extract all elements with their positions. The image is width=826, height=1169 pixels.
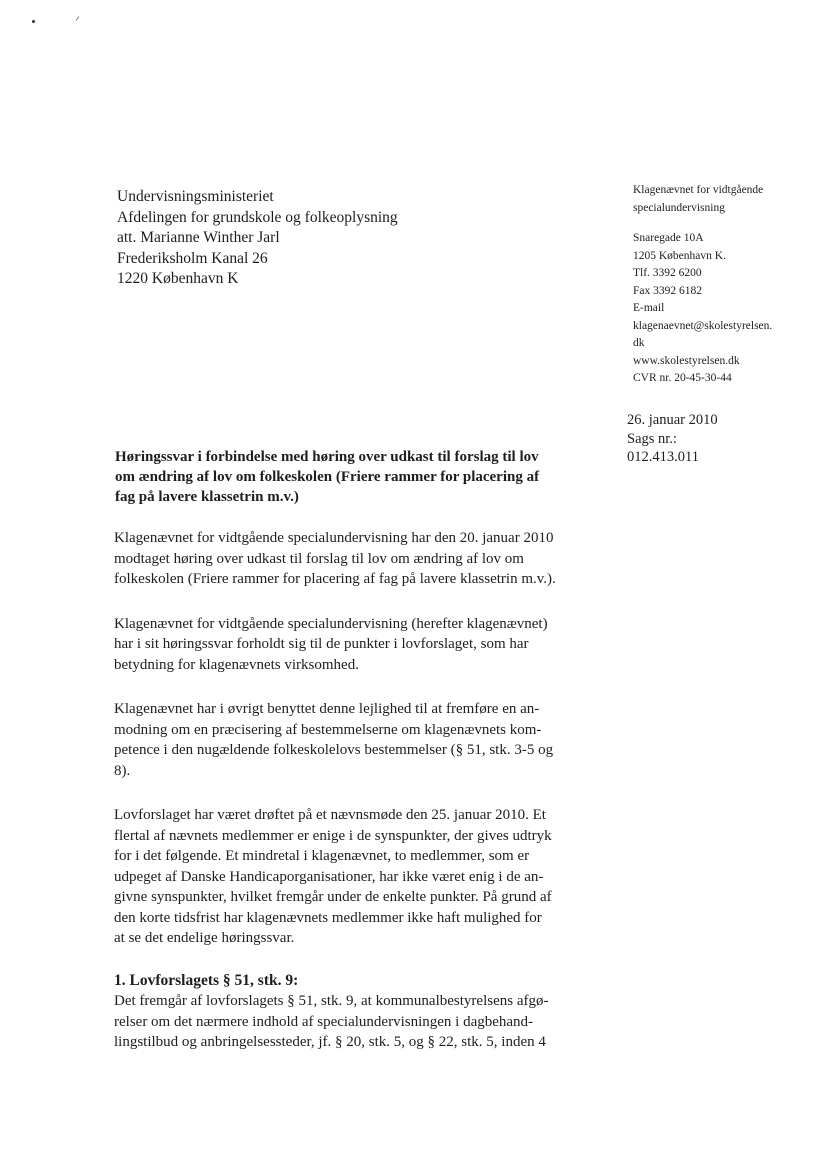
sender-email: dk: [633, 337, 645, 349]
body-line: 8).: [114, 762, 131, 779]
body-line: Det fremgår af lovforslagets § 51, stk. 9, at kommunalbestyrelsens afgø-: [114, 993, 549, 1009]
letter-meta: [627, 411, 718, 467]
recipient-line: Frederiksholm Kanal 26: [117, 249, 268, 267]
section-paragraph: [114, 991, 574, 1053]
scan-speck: [32, 20, 35, 23]
body-line: Klagenævnet for vidtgående specialundervisning har den 20. januar 2010: [114, 530, 554, 546]
sender-info: [633, 182, 813, 388]
body-line: Lovforslaget har været drøftet på et nævnsmøde den 25. januar 2010. Et: [114, 807, 546, 823]
recipient-line: Undervisningsministeriet: [117, 188, 274, 205]
letter-body: [114, 528, 574, 1077]
body-line: flertal af nævnets medlemmer er enige i de synspunkter, der gives udtryk: [114, 827, 552, 844]
scan-mark: [76, 16, 80, 21]
body-line: modning om en præcisering af bestemmelserne om klagenævnets kom-: [114, 721, 542, 738]
sender-name: specialundervisning: [633, 201, 725, 214]
recipient-line: 1220 København K: [117, 270, 239, 287]
body-paragraph: [114, 528, 574, 590]
body-paragraph: [114, 699, 574, 781]
subject-line: om ændring af lov om folkeskolen (Friere rammer for placering af: [115, 469, 540, 485]
sender-phone: Tlf. 3392 6200: [633, 267, 702, 279]
sender-website: www.skolestyrelsen.dk: [633, 354, 740, 367]
section-heading: 1. Lovforslagets § 51, stk. 9:: [114, 971, 299, 989]
sender-name: Klagenævnet for vidtgående: [633, 184, 764, 196]
subject-line: fag på lavere klassetrin m.v.): [115, 489, 299, 505]
body-line: relser om det nærmere indhold af specialundervisningen i dagbehand-: [114, 1013, 534, 1030]
sender-street: Snaregade 10A: [633, 232, 704, 244]
sender-cvr: CVR nr. 20-45-30-44: [633, 372, 732, 384]
body-line: givne synspunkter, hvilket fremgår under de enkelte punkter. På grund af: [114, 889, 552, 905]
case-number: 012.413.011: [627, 449, 699, 465]
sender-city: 1205 København K.: [633, 249, 726, 262]
body-line: har i sit høringssvar forholdt sig til de punkter i lovforslaget, som har: [114, 636, 529, 652]
case-label: Sags nr.:: [627, 430, 677, 447]
body-line: Klagenævnet for vidtgående specialundervisning (herefter klagenævnet): [114, 615, 548, 632]
body-line: for i det følgende. Et mindretal i klagenævnet, to medlemmer, som er: [114, 848, 530, 864]
sender-email-label: E-mail: [633, 302, 665, 314]
body-paragraph: [114, 614, 574, 676]
body-line: udpeget af Danske Handicaporganisationer, har ikke været enig i de an-: [114, 868, 544, 885]
body-line: petence i den nugældende folkeskolelovs bestemmelser (§ 51, stk. 3-5 og: [114, 742, 554, 758]
sender-email: klagenaevnet@skolestyrelsen.: [633, 319, 773, 332]
recipient-address: [117, 187, 398, 290]
body-line: den korte tidsfrist har klagenævnets medlemmer ikke haft mulighed for: [114, 909, 542, 926]
subject-line: Høringssvar i forbindelse med høring over udkast til forslag til lov: [115, 449, 539, 465]
recipient-line: att. Marianne Winther Jarl: [117, 229, 280, 246]
letter-subject: [115, 447, 575, 507]
sender-fax: Fax 3392 6182: [633, 284, 702, 297]
body-line: Klagenævnet har i øvrigt benyttet denne lejlighed til at fremføre en an-: [114, 701, 540, 717]
body-line: modtaget høring over udkast til forslag til lov om ændring af lov om: [114, 550, 524, 567]
letter-date: 26. januar 2010: [627, 412, 718, 428]
body-line: betydning for klagenævnets virksomhed.: [114, 656, 359, 673]
body-paragraph: [114, 805, 574, 949]
body-line: at se det endelige høringssvar.: [114, 930, 295, 946]
body-line: folkeskolen (Friere rammer for placering af fag på lavere klassetrin m.v.).: [114, 571, 556, 587]
body-line: lingstilbud og anbringelsessteder, jf. § 20, stk. 5, og § 22, stk. 5, inden 4: [114, 1034, 546, 1050]
recipient-line: Afdelingen for grundskole og folkeoplysning: [117, 208, 398, 226]
